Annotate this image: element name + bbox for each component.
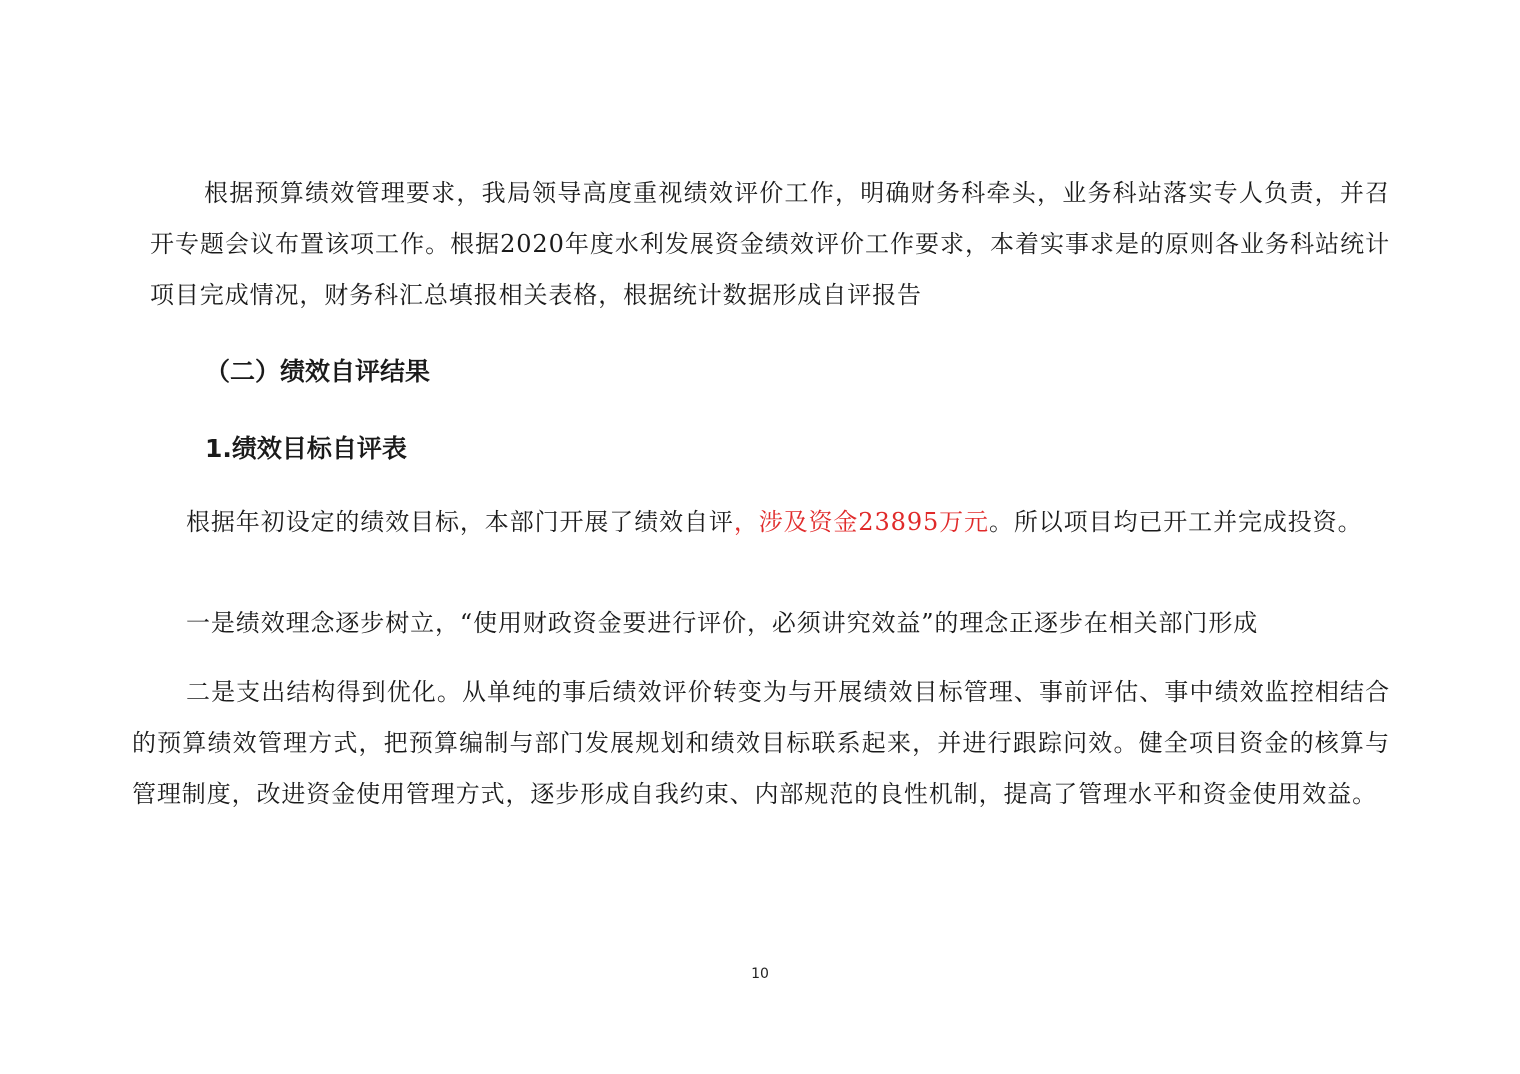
page-number: 10 — [751, 966, 769, 982]
paragraph-funds-summary — [132, 497, 1390, 548]
section-heading-self-evaluation-results: （二）绩效自评结果 — [205, 357, 431, 386]
funds-amount-highlight: ，涉及资金23895万元 — [733, 508, 989, 536]
paragraph-funds-text-before: 根据年初设定的绩效目标，本部门开展了绩效自评 — [186, 508, 734, 536]
subsection-heading-goal-table: 1.绩效目标自评表 — [205, 434, 407, 463]
paragraph-funds-text-after: 。所以项目均已开工并完成投资。 — [988, 508, 1363, 536]
paragraph-expenditure-structure: 二是支出结构得到优化。从单纯的事后绩效评价转变为与开展绩效目标管理、事前评估、事中绩效监控相结合的预算绩效管理方式，把预算编制与部门发展规划和绩效目标联系起来，并进行跟踪问效。健全项目资金的核算与管理制度，改进资金使用管理方式，逐步形成自我约束、内部规范的良性机制，提高了管理水平和资金使用效益。 — [132, 678, 1390, 808]
paragraph-performance-concept: 一是绩效理念逐步树立，“使用财政资金要进行评价，必须讲究效益”的理念正逐步在相关部门形成 — [186, 609, 1259, 637]
paragraph-work-organization: 根据预算绩效管理要求，我局领导高度重视绩效评价工作，明确财务科牵头，业务科站落实专人负责，并召开专题会议布置该项工作。根据2020年度水利发展资金绩效评价工作要求，本着实事求是的原则各业务科站统计项目完成情况，财务科汇总填报相关表格，根据统计数据形成自评报告 — [150, 179, 1390, 309]
